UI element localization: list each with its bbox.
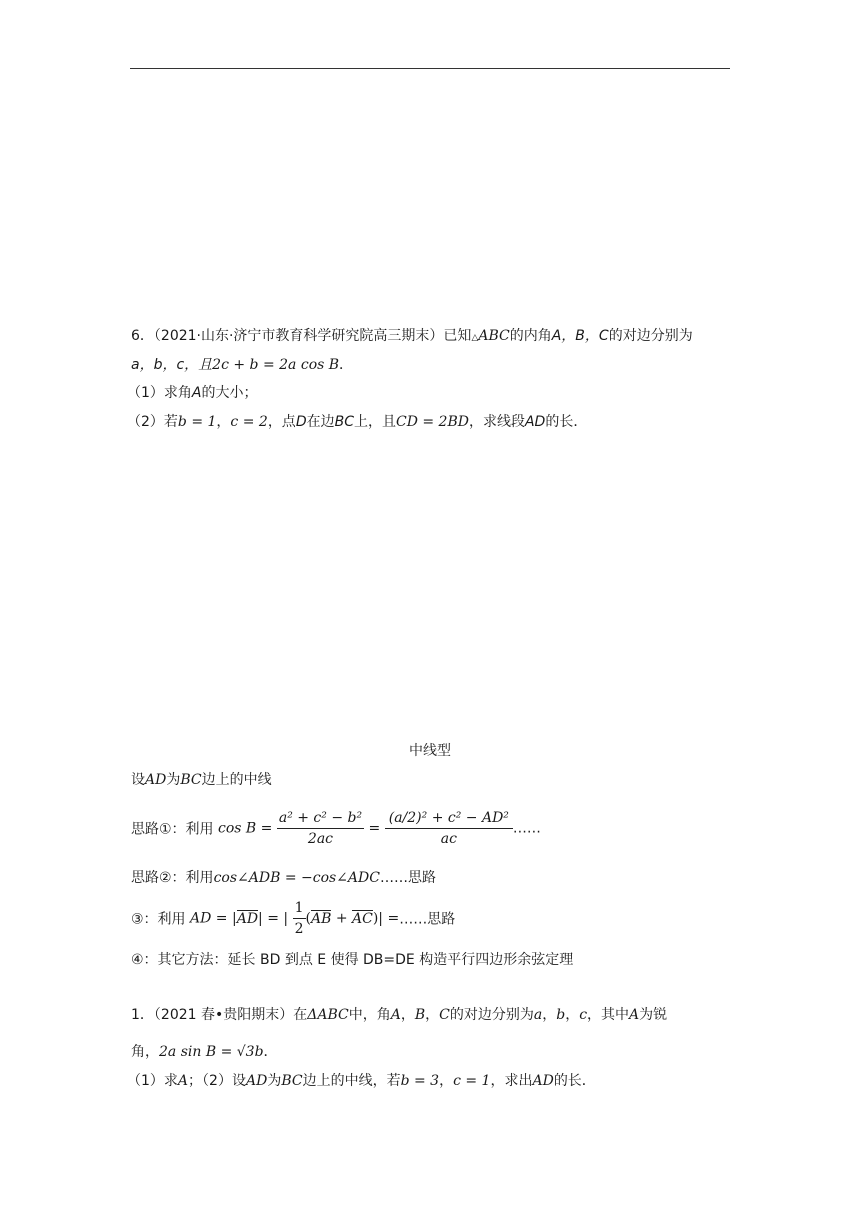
q6-text: 在边: [306, 414, 335, 430]
q1-line-3: [127, 1071, 596, 1091]
var: A: [390, 1007, 401, 1023]
fraction-2: [385, 810, 513, 847]
q1-line-2: [131, 1042, 278, 1062]
text: 的对边分别为: [449, 1007, 534, 1023]
half-fraction: [293, 900, 306, 937]
text: ，求出: [490, 1073, 533, 1089]
method-4: ④：其它方法：延长 BD 到点 E 使得 DB=DE 构造平行四边形余弦定理: [131, 952, 574, 968]
q6-text: 上，且: [353, 414, 396, 430]
var: A: [629, 1007, 640, 1023]
method-label: 思路②：利用: [131, 870, 214, 886]
text: 为: [267, 1073, 282, 1089]
text: 中，角: [348, 1007, 391, 1023]
expr: )| =: [372, 910, 400, 927]
section-intro: [131, 770, 272, 790]
q6-equation: 2c + b = 2a cos B: [212, 357, 340, 373]
vector-ab: AB: [310, 910, 332, 927]
q6-text: （2）若: [127, 414, 178, 430]
header-rule: [130, 68, 730, 69]
var: BC: [281, 1073, 303, 1089]
q6-text: （1）求角: [127, 385, 192, 401]
fraction-denominator: ac: [440, 831, 457, 847]
q6-text: ，求线段: [468, 414, 525, 430]
eq: b = 3: [400, 1073, 440, 1089]
expr: | = |: [258, 910, 289, 927]
var: AD: [145, 772, 167, 788]
sep: ，: [542, 1007, 557, 1023]
q6-text: 的大小；: [201, 385, 258, 401]
text: 为: [166, 772, 181, 788]
var: BC: [180, 772, 202, 788]
var: b: [556, 1007, 566, 1023]
method-label: 思路①：利用: [131, 821, 214, 838]
q6-part-1: [127, 383, 258, 403]
sep: ，: [565, 1007, 580, 1023]
cos-b: cos B =: [218, 820, 273, 837]
ellipsis: ……: [512, 820, 541, 837]
q6-text: ，: [216, 414, 231, 430]
section-title: 中线型: [409, 743, 451, 759]
q6-var: BC: [334, 414, 354, 430]
q6-var: A: [191, 385, 202, 401]
q6-text: 的内角: [509, 328, 552, 344]
q6-sides: a，b，c，且: [131, 357, 213, 373]
text: 设: [131, 772, 145, 788]
method-expression: cos∠ADB = −cos∠ADC: [213, 870, 380, 886]
q6-eq: CD = 2BD: [395, 414, 469, 430]
fraction-numerator: 1: [293, 900, 306, 919]
eq: c = 1: [453, 1073, 491, 1089]
q6-text: 的对边分别为: [608, 328, 693, 344]
var: a: [533, 1007, 543, 1023]
triangle-symbol: △: [471, 333, 479, 343]
sep: ，: [425, 1007, 440, 1023]
var: A: [177, 1073, 189, 1089]
q6-eq: c = 2: [230, 414, 268, 430]
q6-eq: b = 1: [177, 414, 217, 430]
q6-vars: A，B，C: [551, 328, 609, 344]
text: （1）求: [127, 1073, 178, 1089]
expr: AD = |: [190, 910, 237, 927]
method-2: [131, 868, 436, 888]
triangle: ΔABC: [307, 1007, 349, 1023]
q6-line-2: [131, 355, 353, 375]
q6-part-2: [127, 412, 587, 432]
fraction-1: [277, 810, 364, 847]
text: 边上的中线: [201, 772, 272, 788]
var: AD: [245, 1073, 268, 1089]
var: c: [579, 1007, 588, 1023]
q6-abc: ABC: [478, 328, 510, 344]
q6-var: D: [295, 414, 307, 430]
sep: ，: [400, 1007, 415, 1023]
text: ……思路: [399, 911, 456, 928]
q6-line-1: [131, 326, 693, 348]
text: 为锐: [639, 1007, 668, 1023]
q1-equation: 2a sin B = √3b: [159, 1044, 264, 1060]
vector-ac: AC: [352, 910, 373, 927]
var: B: [414, 1007, 426, 1023]
text: 角，: [131, 1044, 159, 1060]
sep: ，: [439, 1073, 454, 1089]
text: ；（2）设: [188, 1073, 246, 1089]
method-label: ③：利用: [131, 911, 186, 928]
fraction-denominator: 2: [294, 921, 304, 937]
q6-text: 的长．: [545, 414, 588, 430]
var: C: [439, 1007, 450, 1023]
equals: =: [368, 820, 381, 837]
q1-line-1: [131, 1005, 667, 1025]
method-1: [131, 810, 541, 847]
method-3: [131, 900, 455, 937]
plus: +: [331, 910, 353, 927]
text: 的长．: [553, 1073, 596, 1089]
vector-ad: AD: [236, 910, 259, 927]
text: ……思路: [379, 870, 436, 886]
q1-source: 1．（2021 春•贵阳期末）在: [131, 1007, 308, 1023]
q6-var: AD: [524, 414, 546, 430]
var: AD: [532, 1073, 554, 1089]
q6-source: 6．（2021·山东·济宁市教育科学研究院高三期末）已知: [131, 328, 472, 344]
paren: (: [305, 910, 311, 927]
q6-text: ，点: [267, 414, 296, 430]
fraction-denominator: 2ac: [307, 831, 334, 847]
text: ，其中: [587, 1007, 630, 1023]
fraction-numerator: (a/2)² + c² − AD²: [385, 810, 513, 829]
text: ．: [263, 1044, 278, 1060]
q6-text: ．: [339, 357, 354, 373]
text: 边上的中线，若: [302, 1073, 401, 1089]
fraction-numerator: a² + c² − b²: [277, 810, 364, 829]
